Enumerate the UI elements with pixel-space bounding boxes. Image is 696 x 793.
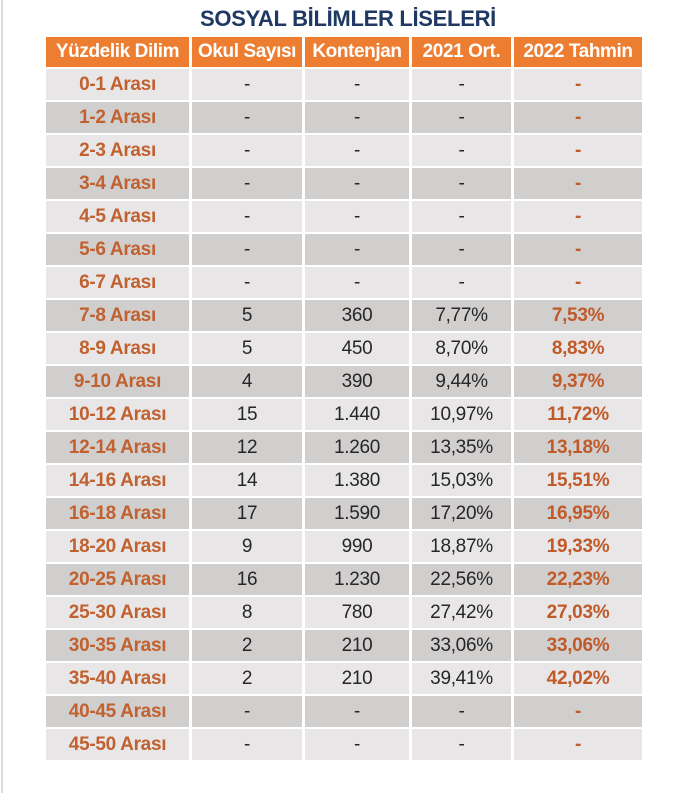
percentile-cell: 6-7 Arası — [46, 267, 189, 298]
quota-cell: - — [305, 234, 409, 265]
percentile-cell: 40-45 Arası — [46, 696, 189, 727]
school-count-cell: 16 — [192, 564, 302, 595]
percentile-cell: 20-25 Arası — [46, 564, 189, 595]
prediction-2022-cell: - — [514, 201, 642, 232]
prediction-2022-cell: - — [514, 168, 642, 199]
school-count-cell: - — [192, 69, 302, 100]
prediction-2022-cell: 11,72% — [514, 399, 642, 430]
quota-cell: 1.380 — [305, 465, 409, 496]
table-row — [46, 696, 642, 727]
quota-cell: 1.260 — [305, 432, 409, 463]
table-row — [46, 465, 642, 496]
percentile-cell: 16-18 Arası — [46, 498, 189, 529]
avg-2021-cell: 39,41% — [412, 663, 511, 694]
prediction-2022-cell: - — [514, 696, 642, 727]
avg-2021-cell: - — [412, 729, 511, 760]
school-count-cell: - — [192, 267, 302, 298]
table-row — [46, 135, 642, 166]
quota-cell: 210 — [305, 663, 409, 694]
prediction-2022-cell: 42,02% — [514, 663, 642, 694]
percentile-cell: 5-6 Arası — [46, 234, 189, 265]
prediction-2022-cell: - — [514, 69, 642, 100]
prediction-2022-cell: - — [514, 102, 642, 133]
avg-2021-cell: 10,97% — [412, 399, 511, 430]
avg-2021-cell: - — [412, 168, 511, 199]
school-count-cell: - — [192, 234, 302, 265]
quota-cell: 990 — [305, 531, 409, 562]
percentile-cell: 4-5 Arası — [46, 201, 189, 232]
percentile-cell: 12-14 Arası — [46, 432, 189, 463]
table-row — [46, 234, 642, 265]
table-row — [46, 729, 642, 760]
prediction-2022-cell: 9,37% — [514, 366, 642, 397]
table-row — [46, 432, 642, 463]
prediction-2022-cell: 13,18% — [514, 432, 642, 463]
quota-cell: - — [305, 135, 409, 166]
table-body — [46, 69, 642, 760]
prediction-2022-cell: - — [514, 234, 642, 265]
school-count-cell: 9 — [192, 531, 302, 562]
avg-2021-cell: - — [412, 135, 511, 166]
percentile-cell: 18-20 Arası — [46, 531, 189, 562]
school-count-cell: 5 — [192, 300, 302, 331]
avg-2021-cell: 8,70% — [412, 333, 511, 364]
percentile-cell: 30-35 Arası — [46, 630, 189, 661]
school-count-cell: 17 — [192, 498, 302, 529]
school-count-cell: - — [192, 135, 302, 166]
quota-cell: - — [305, 201, 409, 232]
quota-cell: 1.230 — [305, 564, 409, 595]
prediction-2022-cell: - — [514, 729, 642, 760]
school-count-cell: - — [192, 201, 302, 232]
avg-2021-cell: 15,03% — [412, 465, 511, 496]
percentile-table — [43, 35, 645, 762]
avg-2021-cell: - — [412, 696, 511, 727]
table-row — [46, 300, 642, 331]
table-row — [46, 168, 642, 199]
col-header-avg-2021: 2021 Ort. — [412, 37, 511, 67]
avg-2021-cell: - — [412, 234, 511, 265]
page-title: SOSYAL BİLİMLER LİSELERİ — [200, 6, 496, 31]
avg-2021-cell: - — [412, 267, 511, 298]
left-edge-line — [1, 0, 3, 793]
prediction-2022-cell: 7,53% — [514, 300, 642, 331]
avg-2021-cell: - — [412, 201, 511, 232]
table-row — [46, 201, 642, 232]
table-row — [46, 630, 642, 661]
prediction-2022-cell: 8,83% — [514, 333, 642, 364]
quota-cell: - — [305, 696, 409, 727]
quota-cell: - — [305, 267, 409, 298]
table-row — [46, 69, 642, 100]
prediction-2022-cell: 16,95% — [514, 498, 642, 529]
table-row — [46, 267, 642, 298]
quota-cell: - — [305, 729, 409, 760]
col-header-percentile: Yüzdelik Dilim — [46, 37, 189, 67]
percentile-cell: 10-12 Arası — [46, 399, 189, 430]
avg-2021-cell: 13,35% — [412, 432, 511, 463]
percentile-cell: 0-1 Arası — [46, 69, 189, 100]
percentile-cell: 9-10 Arası — [46, 366, 189, 397]
percentile-cell: 7-8 Arası — [46, 300, 189, 331]
quota-cell: 1.590 — [305, 498, 409, 529]
quota-cell: 1.440 — [305, 399, 409, 430]
quota-cell: - — [305, 102, 409, 133]
avg-2021-cell: - — [412, 69, 511, 100]
quota-cell: - — [305, 168, 409, 199]
school-count-cell: 12 — [192, 432, 302, 463]
school-count-cell: - — [192, 102, 302, 133]
prediction-2022-cell: 15,51% — [514, 465, 642, 496]
table-row — [46, 102, 642, 133]
table-row — [46, 366, 642, 397]
quota-cell: 360 — [305, 300, 409, 331]
percentile-cell: 25-30 Arası — [46, 597, 189, 628]
percentile-cell: 35-40 Arası — [46, 663, 189, 694]
school-count-cell: - — [192, 168, 302, 199]
table-row — [46, 333, 642, 364]
percentile-cell: 8-9 Arası — [46, 333, 189, 364]
school-count-cell: 2 — [192, 663, 302, 694]
table-row — [46, 531, 642, 562]
table-row — [46, 597, 642, 628]
quota-cell: 780 — [305, 597, 409, 628]
avg-2021-cell: 22,56% — [412, 564, 511, 595]
percentile-cell: 2-3 Arası — [46, 135, 189, 166]
avg-2021-cell: 27,42% — [412, 597, 511, 628]
quota-cell: - — [305, 69, 409, 100]
col-header-school-count: Okul Sayısı — [192, 37, 302, 67]
avg-2021-cell: 7,77% — [412, 300, 511, 331]
prediction-2022-cell: 33,06% — [514, 630, 642, 661]
school-count-cell: - — [192, 696, 302, 727]
prediction-2022-cell: 19,33% — [514, 531, 642, 562]
table-row — [46, 498, 642, 529]
percentile-cell: 14-16 Arası — [46, 465, 189, 496]
school-count-cell: 8 — [192, 597, 302, 628]
school-count-cell: - — [192, 729, 302, 760]
avg-2021-cell: 33,06% — [412, 630, 511, 661]
percentile-cell: 45-50 Arası — [46, 729, 189, 760]
table-row — [46, 399, 642, 430]
quota-cell: 390 — [305, 366, 409, 397]
percentile-cell: 3-4 Arası — [46, 168, 189, 199]
avg-2021-cell: - — [412, 102, 511, 133]
prediction-2022-cell: 27,03% — [514, 597, 642, 628]
prediction-2022-cell: 22,23% — [514, 564, 642, 595]
col-header-prediction-2022: 2022 Tahmin — [514, 37, 642, 67]
school-count-cell: 2 — [192, 630, 302, 661]
percentile-cell: 1-2 Arası — [46, 102, 189, 133]
quota-cell: 450 — [305, 333, 409, 364]
header-row — [46, 37, 642, 67]
table-row — [46, 564, 642, 595]
school-count-cell: 5 — [192, 333, 302, 364]
school-count-cell: 15 — [192, 399, 302, 430]
school-count-cell: 4 — [192, 366, 302, 397]
quota-cell: 210 — [305, 630, 409, 661]
prediction-2022-cell: - — [514, 267, 642, 298]
col-header-quota: Kontenjan — [305, 37, 409, 67]
school-count-cell: 14 — [192, 465, 302, 496]
prediction-2022-cell: - — [514, 135, 642, 166]
avg-2021-cell: 18,87% — [412, 531, 511, 562]
table-row — [46, 663, 642, 694]
avg-2021-cell: 17,20% — [412, 498, 511, 529]
avg-2021-cell: 9,44% — [412, 366, 511, 397]
